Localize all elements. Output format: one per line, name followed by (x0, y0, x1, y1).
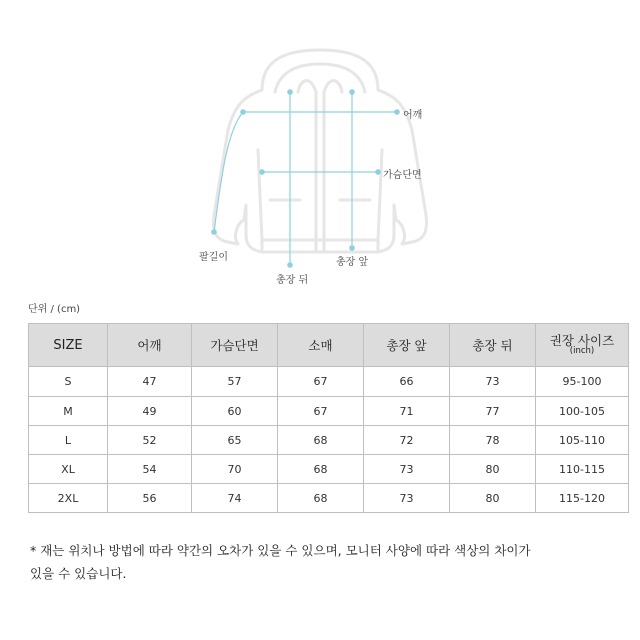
table-cell: 73 (450, 367, 536, 397)
sleeve-label: 팔길이 (199, 252, 228, 263)
table-cell: 66 (364, 367, 450, 397)
header-size: SIZE (29, 324, 108, 367)
disclaimer-note (30, 539, 620, 585)
hoodie-icon (0, 0, 640, 300)
table-cell: 68 (278, 455, 364, 484)
table-cell: 110-115 (536, 455, 629, 484)
header-back-length: 총장 뒤 (450, 324, 536, 367)
table-cell: 57 (192, 367, 278, 397)
table-cell: 78 (450, 426, 536, 455)
table-cell: 80 (450, 455, 536, 484)
table-cell: 56 (108, 484, 192, 513)
header-sleeve: 소매 (278, 324, 364, 367)
table-header-row (29, 324, 629, 367)
table-cell: 60 (192, 397, 278, 426)
unit-label: 단위 / (cm) (28, 304, 81, 315)
table-cell: 52 (108, 426, 192, 455)
table-row (29, 484, 629, 513)
header-shoulder: 어깨 (108, 324, 192, 367)
table-cell: 68 (278, 484, 364, 513)
table-cell: 77 (450, 397, 536, 426)
table-cell: 100-105 (536, 397, 629, 426)
header-recommended-size (536, 324, 629, 367)
table-row (29, 426, 629, 455)
table-cell: 47 (108, 367, 192, 397)
table-cell: 65 (192, 426, 278, 455)
header-front-length: 총장 앞 (364, 324, 450, 367)
table-cell: M (29, 397, 108, 426)
table-cell: 95-100 (536, 367, 629, 397)
table-row (29, 455, 629, 484)
disclaimer-line-2: 있을 수 있습니다. (30, 566, 127, 581)
header-recommended-size-label: 권장 사이즈 (549, 333, 615, 348)
table-cell: 115-120 (536, 484, 629, 513)
chest-label: 가슴단면 (383, 170, 422, 181)
table-cell: 67 (278, 397, 364, 426)
table-row (29, 367, 629, 397)
header-recommended-size-unit: (inch) (569, 346, 595, 356)
table-cell: 68 (278, 426, 364, 455)
front-length-label: 총장 앞 (336, 257, 369, 268)
back-length-label: 총장 뒤 (276, 275, 309, 286)
table-row (29, 397, 629, 426)
table-cell: XL (29, 455, 108, 484)
table-cell: 67 (278, 367, 364, 397)
size-table (28, 323, 629, 513)
size-diagram (0, 0, 640, 300)
table-cell: 74 (192, 484, 278, 513)
table-cell: 49 (108, 397, 192, 426)
table-cell: 70 (192, 455, 278, 484)
table-cell: 71 (364, 397, 450, 426)
disclaimer-line-1: * 재는 위치나 방법에 따라 약간의 오차가 있을 수 있으며, 모니터 사양에 따라 색상의 차이가 (30, 543, 531, 558)
table-cell: 54 (108, 455, 192, 484)
table-cell: S (29, 367, 108, 397)
table-cell: 105-110 (536, 426, 629, 455)
table-cell: 73 (364, 484, 450, 513)
table-cell: 73 (364, 455, 450, 484)
table-cell: L (29, 426, 108, 455)
shoulder-label: 어깨 (403, 110, 423, 121)
header-chest: 가슴단면 (192, 324, 278, 367)
table-cell: 72 (364, 426, 450, 455)
table-cell: 80 (450, 484, 536, 513)
table-cell: 2XL (29, 484, 108, 513)
